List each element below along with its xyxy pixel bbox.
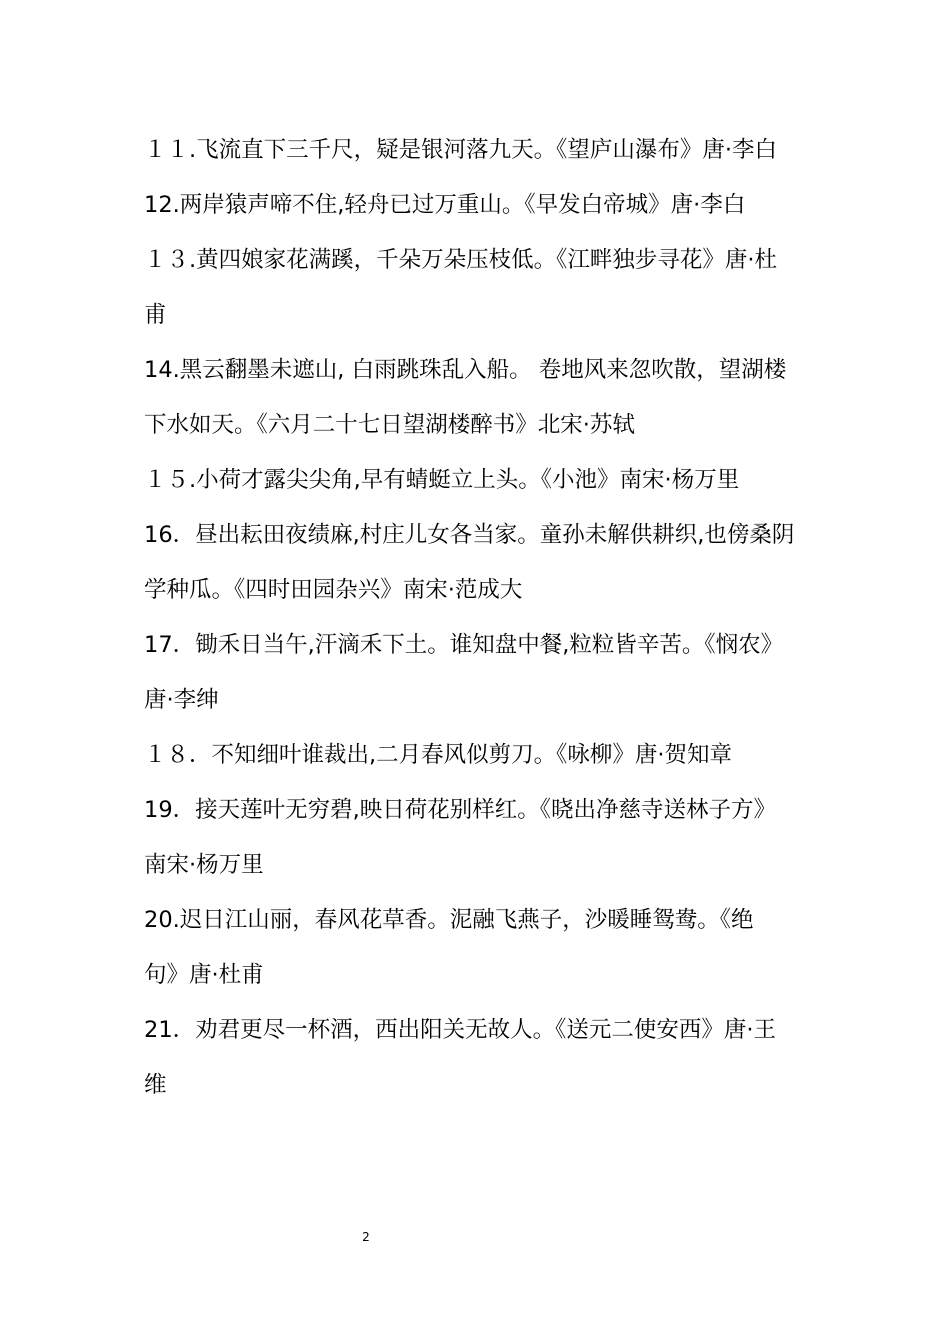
- text-line: 唐·李绅: [144, 687, 219, 713]
- text-line: 南宋·杨万里: [144, 852, 264, 878]
- text-line: 下水如天。《六月二十七日望湖楼醉书》北宋·苏轼: [144, 412, 635, 438]
- text-line: 19．接天莲叶无穷碧,映日荷花别样红。《晓出净慈寺送林子方》: [144, 797, 777, 823]
- text-line: １３.黄四娘家花满蹊，千朵万朵压枝低。《江畔独步寻花》唐·杜: [144, 247, 778, 273]
- page-number: 2: [362, 1230, 370, 1244]
- text-line: 句》唐·杜甫: [144, 962, 264, 988]
- text-line: １１.飞流直下三千尺，疑是银河落九天。《望庐山瀑布》唐·李白: [144, 137, 778, 163]
- text-line: 甫: [144, 302, 167, 328]
- text-line: １５.小荷才露尖尖角,早有蜻蜓立上头。《小池》南宋·杨万里: [144, 467, 740, 493]
- text-line: １８．不知细叶谁裁出,二月春风似剪刀。《咏柳》唐·贺知章: [144, 742, 733, 768]
- text-line: 14.黑云翻墨未遮山, 白雨跳珠乱入船。 卷地风来忽吹散，望湖楼: [144, 357, 787, 383]
- text-line: 17．锄禾日当午,汗滴禾下土。谁知盘中餐,粒粒皆辛苦。《悯农》: [144, 632, 784, 658]
- text-line: 维: [144, 1072, 167, 1098]
- poem-list: [144, 123, 814, 1113]
- text-line: 21．劝君更尽一杯酒，西出阳关无故人。《送元二使安西》唐·王: [144, 1017, 777, 1043]
- text-line: 12.两岸猿声啼不住,轻舟已过万重山。《早发白帝城》唐·李白: [144, 192, 746, 218]
- text-line: 16．昼出耘田夜绩麻,村庄儿女各当家。童孙未解供耕织,也傍桑阴: [144, 522, 795, 548]
- text-line: 学种瓜。《四时田园杂兴》南宋·范成大: [144, 577, 523, 603]
- text-line: 20.迟日江山丽，春风花草香。泥融飞燕子，沙暖睡鸳鸯。《绝: [144, 907, 754, 933]
